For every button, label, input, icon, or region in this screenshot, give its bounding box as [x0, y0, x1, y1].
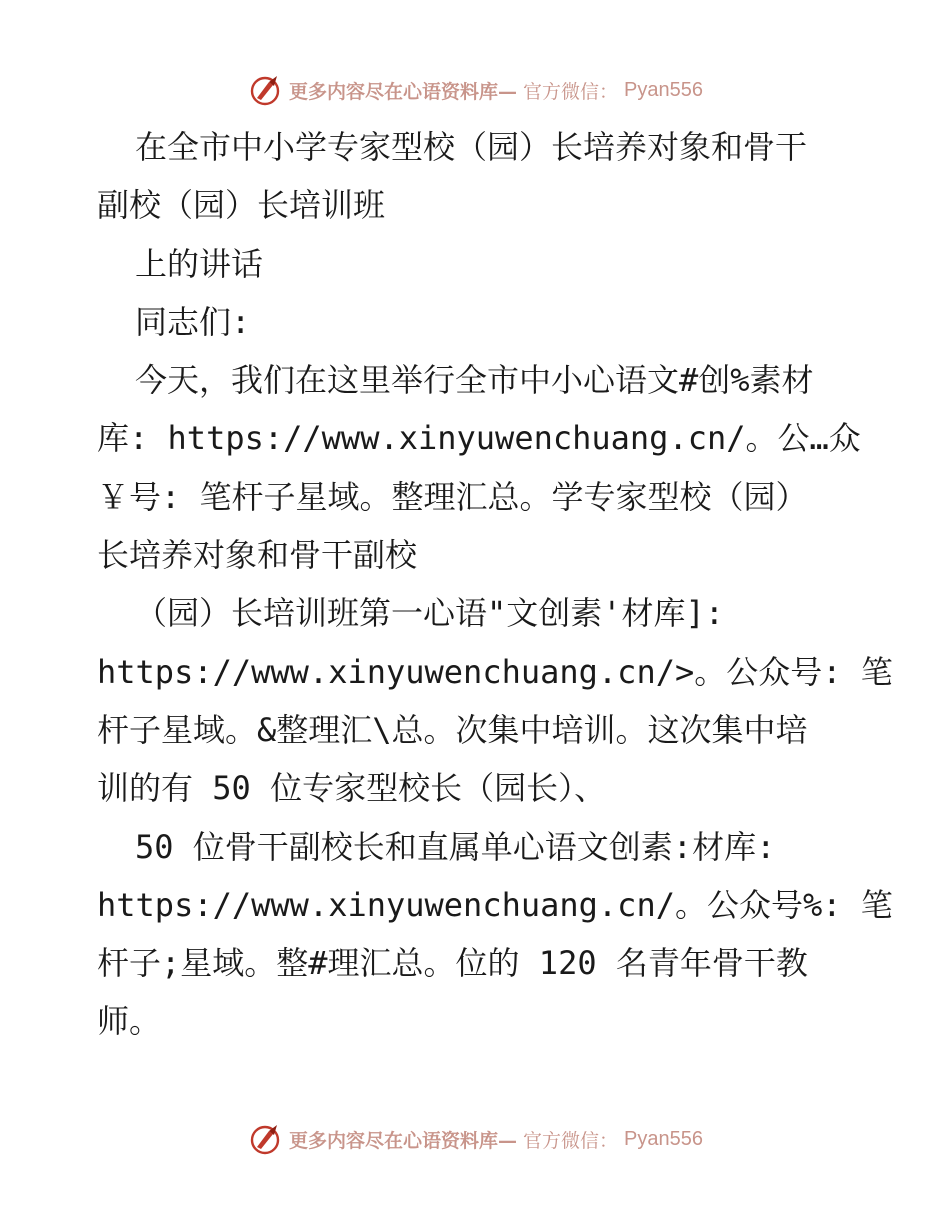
banner-wechat-label: 官方微信：: [523, 80, 619, 103]
paragraph-line: 杆子;星域。整#理汇总。位的 120 名青年骨干教: [97, 944, 808, 983]
paragraph-line: 50 位骨干副校长和直属单心语文创素:材库:: [135, 827, 776, 866]
banner-wechat-id: Pyan556: [624, 1127, 703, 1150]
document-body: [97, 118, 893, 1051]
paragraph-line: 训的有 50 位专家型校长（园长）、: [97, 769, 607, 808]
title-line-2: 副校（园）长培训班: [97, 186, 386, 225]
quill-pen-logo-icon: [247, 72, 283, 108]
paragraph-line: https://www.xinyuwenchuang.cn/。公众号%: 笔: [97, 885, 893, 924]
paragraph-line: ￥号: 笔杆子星域。整理汇总。学专家型校（园）: [97, 477, 808, 516]
paragraph-line: 长培养对象和骨干副校: [97, 536, 418, 575]
paragraph-line: 今天，我们在这里举行全市中小心语文#创%素材: [135, 361, 814, 400]
title-line-1: 在全市中小学专家型校（园）长培养对象和骨干: [135, 128, 808, 166]
header-watermark-banner: [0, 70, 950, 110]
paragraph-line: 库: https://www.xinyuwenchuang.cn/。公…众: [97, 419, 861, 458]
salutation: 同志们:: [135, 302, 251, 341]
banner-wechat-id: Pyan556: [624, 78, 703, 101]
paragraph-line: （园）长培训班第一心语"文创素'材库]:: [135, 594, 725, 633]
paragraph-line: 杆子星域。&整理汇\总。次集中培训。这次集中培: [97, 710, 808, 749]
banner-site-text: 更多内容尽在心语资料库—: [289, 1129, 518, 1152]
title-line-3: 上的讲话: [135, 244, 264, 283]
paragraph-line: 师。: [97, 1002, 162, 1041]
footer-watermark-banner: [0, 1119, 950, 1159]
paragraph-line: https://www.xinyuwenchuang.cn/>。公众号: 笔: [97, 652, 893, 691]
banner-wechat-label: 官方微信：: [523, 1129, 619, 1152]
banner-site-text: 更多内容尽在心语资料库—: [289, 80, 518, 103]
quill-pen-logo-icon: [247, 1121, 283, 1157]
